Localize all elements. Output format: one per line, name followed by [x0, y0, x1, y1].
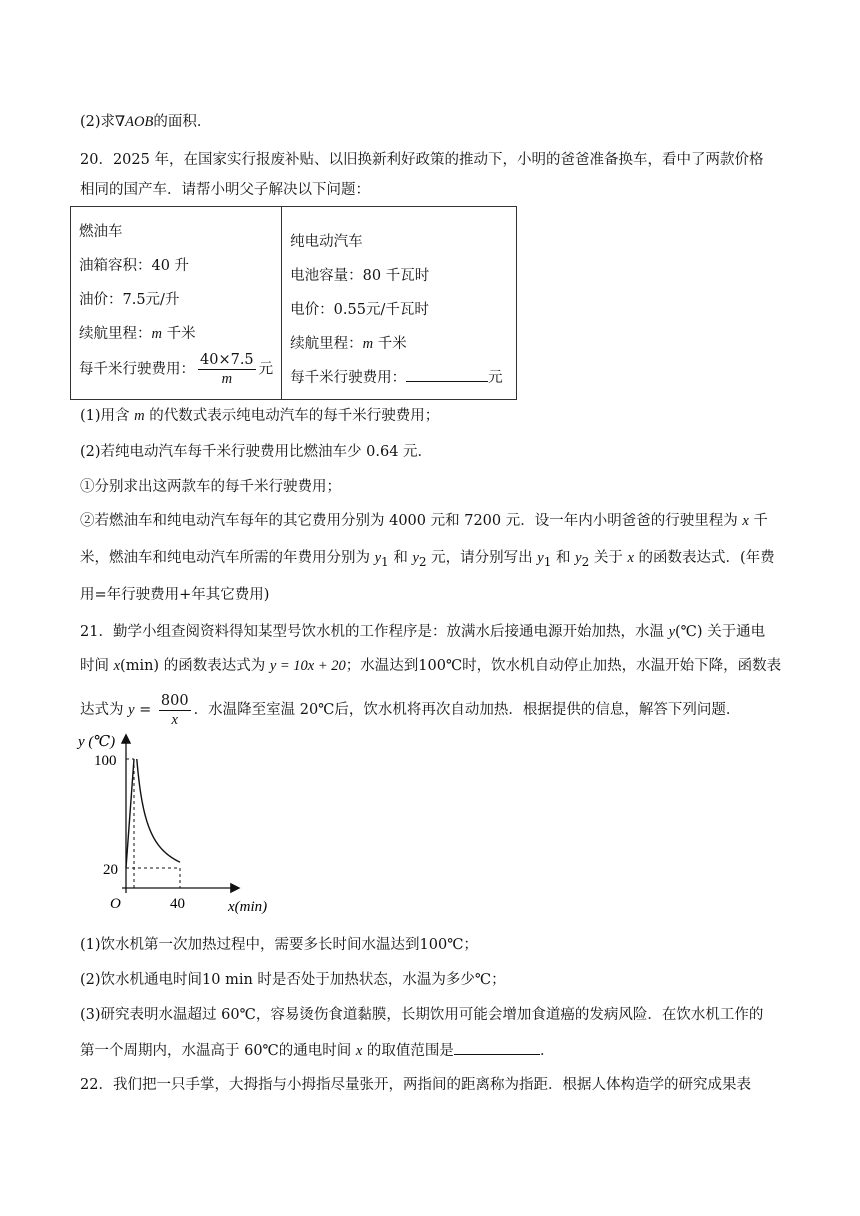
x-axis-label: x(min)	[228, 899, 268, 915]
tick-40: 40	[170, 896, 185, 912]
fuel-price: 油价：7.5元/升	[79, 292, 180, 308]
temperature-graph	[70, 728, 310, 918]
q21-part3-line2: 第一个周期内，水温高于 60℃的通电时间 x 的取值范围是 ．	[80, 1040, 554, 1061]
q20-part2-2: ②若燃油车和纯电动汽车每年的其它费用分别为 4000 元和 7200 元．设一年内小明爸爸的行驶里程为 x 千	[80, 513, 768, 529]
q20-part2: (2)若纯电动汽车每千米行驶费用比燃油车少 0.64 元．	[80, 444, 433, 460]
ev-car-cell	[282, 207, 517, 400]
car-comparison-table	[70, 206, 517, 400]
q19-part2: (2)求∇AOB的面积．	[80, 114, 212, 130]
decay-fraction: $\frac{800}{x}$	[160, 692, 189, 728]
q20-part1: (1)用含 m 的代数式表示纯电动汽车的每千米行驶费用；	[80, 408, 440, 424]
y-axis-label: y (℃)	[78, 734, 116, 750]
ev-battery: 电池容量：80 千瓦时	[290, 268, 430, 284]
ev-title: 纯电动汽车	[290, 234, 363, 250]
origin-label: O	[110, 896, 121, 912]
q20-part2-1: ①分别求出这两款车的每千米行驶费用；	[80, 479, 341, 495]
q21-part2: (2)饮水机通电时间10 min 时是否处于加热状态，水温为多少℃；	[80, 972, 506, 988]
q21-answer-blank[interactable]	[454, 1040, 540, 1055]
tick-100: 100	[94, 753, 117, 769]
q20-part2-2-end: 用=年行驶费用+年其它费用)	[80, 587, 270, 603]
heating-line	[126, 759, 134, 868]
q21-stem-line1: 21．勤学小组查阅资料得知某型号饮水机的工作程序是：放满水后接通电源开始加热，水温 y(℃) 关于通电	[80, 624, 766, 640]
fuel-cost-fraction: $\frac{40\times 7.5}{m}$	[200, 352, 254, 387]
q20-stem-line1: 20．2025 年，在国家实行报废补贴、以旧换新利好政策的推动下，小明的爸爸准备换车，看中了两款价格	[80, 152, 764, 168]
q21-stem-line2: 时间 x(min) 的函数表达式为 y = 10x + 20；水温达到100℃时，饮水机自动停止加热，水温开始下降，函数表	[80, 658, 782, 674]
ev-cost: 每千米行驶费用： 元	[290, 361, 508, 395]
ev-range: 续航里程：m 千米	[290, 336, 407, 352]
fuel-title: 燃油车	[79, 224, 123, 240]
cooling-curve-path	[137, 759, 180, 862]
q21-part3-line1: (3)研究表明水温超过 60℃，容易烫伤食道黏膜，长期饮用可能会增加食道癌的发病风险．在饮水机工作的	[80, 1007, 764, 1023]
q21-part1: (1)饮水机第一次加热过程中，需要多长时间水温达到100℃；	[80, 937, 478, 953]
fuel-car-cell	[71, 207, 282, 400]
q22-stem-line1: 22．我们把一只手掌，大拇指与小拇指尽量张开，两指间的距离称为指距．根据人体构造学的研究成果表	[80, 1077, 751, 1093]
q20-part2-2-cont: 米，燃油车和纯电动汽车所需的年费用分别为 $y_1$ 和 $y_2$ 元，请分别写出 $y_1$ 和 $y_2$ 关于 x 的函数表达式．(年费	[80, 550, 775, 569]
fuel-range: 续航里程：m 千米	[79, 326, 196, 342]
fuel-cost: 每千米行驶费用： $\frac{40\times 7.5}{m}$ 元	[79, 352, 274, 387]
q21-stem-line3: 达式为 y = $\frac{800}{x}$ ．水温降至室温 20℃后，饮水机将再次自动加热．根据提供的信息，解答下列问题．	[80, 692, 741, 728]
cooling-curve	[134, 759, 183, 868]
q20-stem-line2: 相同的国产车．请帮小明父子解决以下问题：	[80, 182, 370, 198]
tick-20: 20	[103, 862, 118, 878]
fuel-tank: 油箱容积：40 升	[79, 258, 190, 274]
ev-cost-blank[interactable]	[406, 367, 488, 382]
ev-price: 电价：0.55元/千瓦时	[290, 302, 429, 318]
